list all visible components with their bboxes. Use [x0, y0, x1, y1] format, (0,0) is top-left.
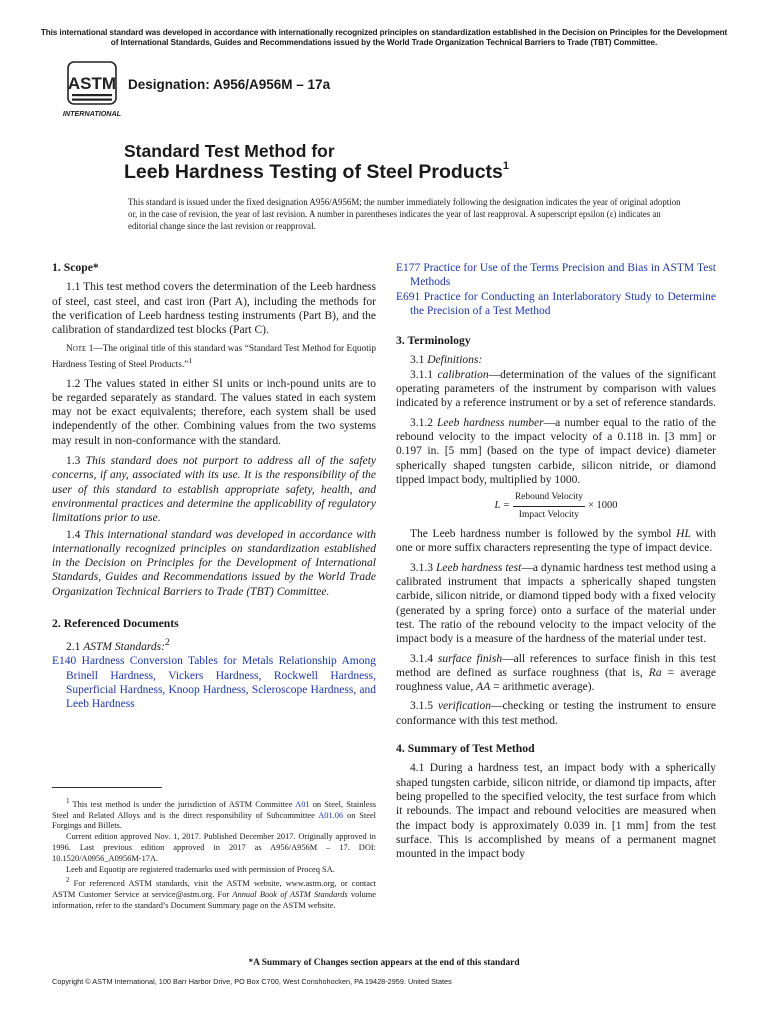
- ref-title-link[interactable]: Practice for Use of the Terms Precision and Bias in ASTM Test Methods: [410, 262, 716, 289]
- definition: —all references to surface finish in this test method are defined as surface roughness (that is,: [396, 652, 717, 679]
- para-num: 3.1.3: [410, 561, 436, 574]
- para-hl-symbol: [396, 527, 716, 556]
- summary-of-changes-note: *A Summary of Changes section appears at the end of this standard: [248, 958, 520, 968]
- footnotes: [52, 796, 376, 912]
- ref-title-link[interactable]: Hardness Conversion Tables for Metals Relationship Among Brinell Hardness, Vickers Hardness, Rockwell Hardness, Superficial Hardness, Knoop Hardness, Scleroscope Hardness, and Leeb Hardness: [66, 655, 376, 711]
- para-4-1: 4.1 During a hardness test, an impact body with a spherically shaped tungsten carbide, silicon nitride, or diamond tip impacts, after being propelled to the specified velocity, the test surface from which it rebounds. The impact and rebound velocities are measured when the impact body is approximately 0.039 in. [1 mm] from the test surface. This is accomplished by means of a permanent magnet mounted in the impact body: [396, 762, 716, 861]
- fn-text: This test method is under the jurisdiction of ASTM Committee: [69, 799, 296, 809]
- aa-symbol: AA: [476, 681, 491, 694]
- title-footnote-mark[interactable]: 1: [502, 159, 510, 172]
- note-text: 1—The original title of this standard was “Standard Test Method for Equotip Hardness Testing of Steel Products.”: [52, 344, 376, 371]
- eq-fraction: [513, 490, 585, 522]
- copyright-line: Copyright © ASTM International, 100 Barr Harbor Drive, PO Box C700, West Conshohocken, PA 19428-2959. United States: [52, 977, 452, 986]
- para-sup: 2: [164, 637, 170, 649]
- ref-code-link[interactable]: E691: [396, 290, 421, 303]
- reference-e177[interactable]: [396, 261, 716, 290]
- para-2-1: [52, 636, 376, 654]
- title-line1: Standard Test Method for: [124, 141, 335, 161]
- para-3-1-2: [396, 416, 716, 487]
- para-3-1-3: [396, 561, 716, 647]
- note-label: Note: [66, 344, 87, 355]
- fn-text: For referenced ASTM standards, visit the ASTM website, www.astm.org, or contact ASTM Customer Service at service@astm.org. For: [52, 879, 376, 899]
- term: surface finish: [437, 652, 503, 665]
- eq-lhs: L =: [494, 500, 510, 511]
- para-num: 2.1: [66, 641, 84, 654]
- eq-numerator: Rebound Velocity: [513, 490, 585, 506]
- definition: = arithmetic average).: [490, 681, 595, 694]
- committee-link[interactable]: A01: [295, 799, 310, 809]
- footnote-1-trademark: Leeb and Equotip are registered trademarks used with permission of Proceq SA.: [66, 864, 335, 874]
- ra-symbol: Ra: [648, 666, 662, 679]
- hl-symbol: HL: [676, 528, 691, 541]
- para-3-1-1: [396, 368, 716, 411]
- para-1-4: [52, 528, 376, 599]
- term: calibration: [437, 368, 489, 381]
- para-num: 1.3: [66, 455, 86, 468]
- fn-text: volume information, refer to the standard’s Document Summary page on the ASTM website.: [52, 889, 376, 910]
- para-text: with one or more suffix characters representing the type of impact device.: [396, 528, 716, 555]
- fn-text: on Steel, Stainless Steel and Related Alloys and is the direct responsibility of Subcommittee: [52, 799, 377, 820]
- left-column: [52, 261, 376, 712]
- fn-text: on Steel Forgings and Billets.: [52, 810, 377, 831]
- para-1-2: 1.2 The values stated in either SI units or inch-pound units are to be regarded separately as standard. The values stated in each system may not be exact equivalents; therefore, each system shall be used independently of the other. Combining values from the two systems may result in non-conformance with the standard.: [52, 377, 376, 447]
- definition: —a dynamic hardness test method using a calibrated instrument that impacts a spherically shaped tungsten carbide, silicon nitride, or diamond tipped body with a fixed velocity (generated by a spring force) onto a surface of the material under test. The ratio of the rebound velocity to the impact velocity of the impact body is a measure of the hardness of the material under test.: [396, 561, 717, 646]
- para-text: Definitions:: [427, 354, 483, 367]
- note-sup: 1: [188, 356, 193, 366]
- eq-rhs: × 1000: [588, 500, 618, 511]
- top-notice: This international standard was developed in accordance with internationally recognized principles on standardization established in the Decision on Principles for the Development of International Standards, Guides and Recommendations issued by the World Trade Organization Technical Barriers to Trade (TBT) Committee.: [40, 28, 728, 47]
- definition: —checking or testing the instrument to ensure conformance with this test method.: [396, 700, 717, 727]
- para-3-1-5: [396, 699, 716, 728]
- para-1-1: 1.1 This test method covers the determination of the Leeb hardness of steel, cast steel, and cast iron (Part A), including the methods for the verification of Leeb hardness testing instruments (Part B), and the calibration of standardized test blocks (Part C).: [52, 281, 376, 337]
- para-text: This standard does not purport to address all of the safety concerns, if any, associated with its use. It is the responsibility of the user of this standard to establish appropriate safety, health, and environmental practices and determine the applicability of regulatory limitations prior to use.: [52, 455, 377, 525]
- reference-e140[interactable]: [52, 654, 376, 711]
- ref-code-link[interactable]: E177: [396, 262, 421, 274]
- subcommittee-link[interactable]: A01.06: [318, 810, 344, 820]
- reference-e691[interactable]: [396, 290, 716, 319]
- para-num: 3.1: [410, 354, 428, 367]
- para-3-1: [396, 353, 716, 367]
- para-num: 3.1.2: [410, 416, 438, 429]
- fn-italic: Annual Book of ASTM Standards: [232, 889, 348, 899]
- footnote-divider: [52, 787, 162, 788]
- para-num: 3.1.5: [410, 700, 438, 713]
- right-column: [396, 261, 716, 861]
- section-heading-scope: 1. Scope*: [52, 261, 99, 274]
- ref-title-link[interactable]: Practice for Conducting an Interlaboratory Study to Determine the Precision of a Test Method: [410, 290, 716, 317]
- section-heading-terminology: 3. Terminology: [396, 334, 471, 348]
- logo-text: ASTM: [67, 74, 117, 93]
- para-num: 3.1.4: [410, 652, 438, 665]
- ref-code-link[interactable]: E140: [52, 655, 77, 668]
- para-text: ASTM Standards:: [83, 641, 165, 654]
- term: Leeb hardness number: [437, 416, 544, 429]
- footnote-1-edition: Current edition approved Nov. 1, 2017. Published December 2017. Originally approved in 1996. Last previous edition approved in 2017 as A956/A956M – 17. DOI: 10.1520/A0956_A0956M-17A.: [52, 832, 376, 863]
- para-num: 1.4: [66, 528, 84, 541]
- issuance-note: This standard is issued under the fixed designation A956/A956M; the number immediately following the designation indicates the year of original adoption or, in the case of revision, the year of last revision. A number in parentheses indicates the year of last reapproval. A superscript epsilon (ε) indicates an editorial change since the last revision or reapproval.: [128, 197, 681, 232]
- definition: —determination of the values of the significant operating parameters of the instrument by comparison with values indicated by a reference instrument or by a set of reference standards.: [396, 368, 716, 410]
- leeb-equation: [396, 489, 716, 523]
- astm-logo: [60, 58, 124, 120]
- para-text: This international standard was developed in accordance with internationally recognized principles on standardization established in the Decision on Principles for the Development of International Standards, Guides and Recommendations issued by the World Trade Organization Technical Barriers to Trade (TBT) Committee.: [52, 528, 377, 598]
- fn-sup: 2: [66, 876, 70, 885]
- note-1: [52, 343, 376, 371]
- para-1-3: [52, 454, 376, 525]
- fn-sup: 1: [66, 797, 70, 805]
- footnote-2: [52, 875, 376, 911]
- para-text: The Leeb hardness number is followed by the symbol: [410, 528, 677, 541]
- para-num: 3.1.1: [410, 368, 438, 381]
- astm-logo-mark: [68, 62, 116, 104]
- definition: = average roughness value,: [396, 666, 716, 694]
- logo-subtext: INTERNATIONAL: [62, 109, 122, 118]
- eq-denominator: Impact Velocity: [518, 509, 580, 520]
- section-heading-summary: 4. Summary of Test Method: [396, 742, 535, 756]
- title-text: Leeb Hardness Testing of Steel Products: [124, 161, 503, 183]
- term: Leeb hardness test: [435, 561, 522, 574]
- designation: Designation: A956/A956M – 17a: [128, 77, 331, 92]
- section-heading-referenced: 2. Referenced Documents: [52, 617, 179, 631]
- title-line2: [124, 161, 509, 184]
- term: verification: [437, 700, 491, 713]
- definition: —a number equal to the ratio of the rebound velocity to the impact velocity of a 0.118 in. [3 mm] or 0.197 in. [5 mm] (based on the type of impact device) diameter spherically shaped tungsten carbide, silicon nitride, or diamond tipped impact body, multiplied by 1000.: [396, 416, 717, 486]
- footnote-1: [52, 796, 376, 832]
- para-3-1-4: [396, 652, 716, 695]
